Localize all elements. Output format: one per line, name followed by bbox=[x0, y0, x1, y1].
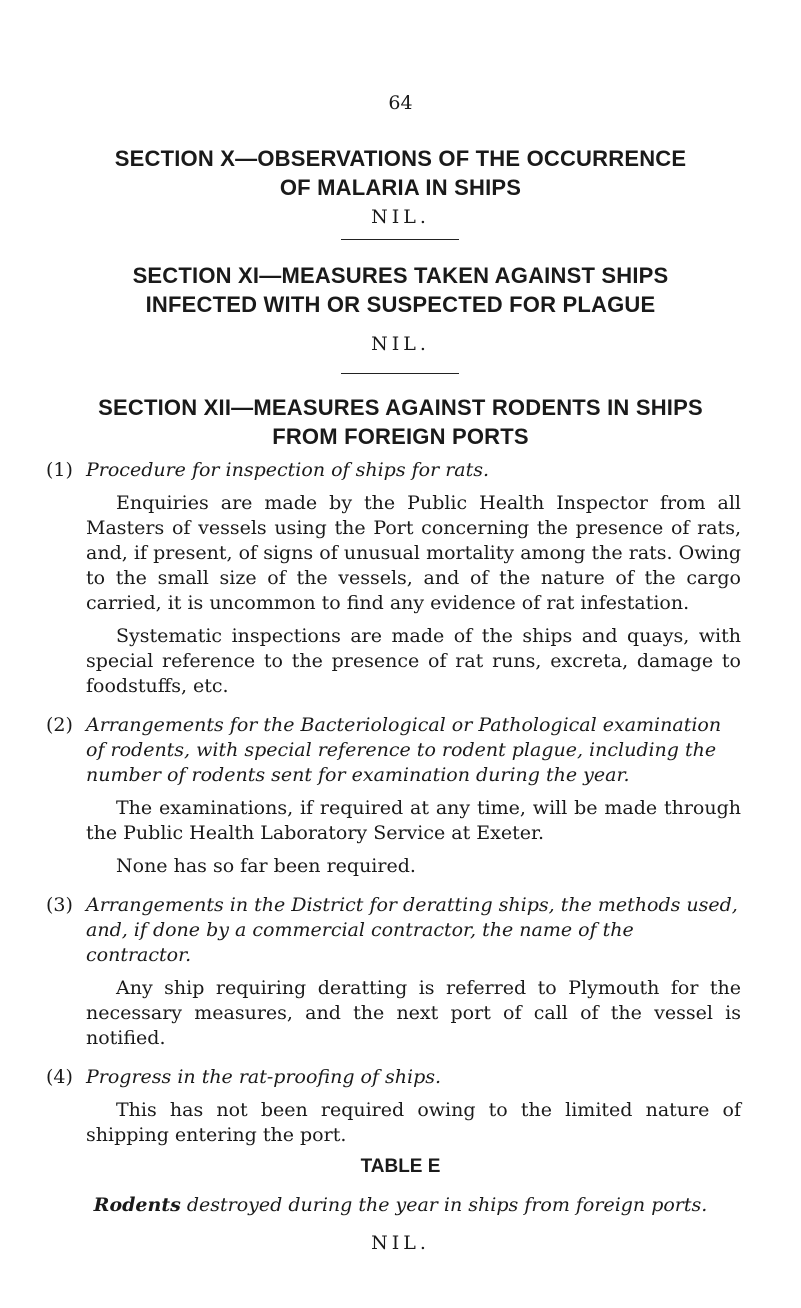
item-paragraph: This has not been required owing to the limited nature of shipping entering the port. bbox=[86, 1099, 741, 1146]
divider-rule bbox=[341, 373, 459, 374]
item-number: (4) bbox=[46, 1066, 73, 1088]
item-number: (2) bbox=[46, 714, 73, 736]
list-item bbox=[46, 713, 741, 879]
section-x-heading-line2: OF MALARIA IN SHIPS bbox=[279, 175, 522, 200]
item-title: Procedure for inspection of ships for rats. bbox=[86, 459, 490, 481]
list-item bbox=[46, 458, 741, 699]
table-e-caption bbox=[0, 1194, 801, 1216]
section-xi-heading-line2: INFECTED WITH OR SUSPECTED FOR PLAGUE bbox=[145, 292, 656, 317]
table-e-title: TABLE E bbox=[360, 1156, 441, 1177]
section-xii-items bbox=[46, 458, 741, 1148]
table-e bbox=[0, 1156, 801, 1254]
table-e-caption-first: Rodents bbox=[93, 1194, 181, 1216]
item-paragraph: The examinations, if required at any time, will be made through the Public Health Laboratory Service at Exeter. bbox=[86, 797, 741, 844]
table-e-nil: NIL. bbox=[371, 1232, 430, 1254]
list-item bbox=[46, 1065, 741, 1148]
section-xi bbox=[0, 261, 801, 355]
section-xi-nil: NIL. bbox=[371, 333, 430, 355]
section-x-nil: NIL. bbox=[371, 206, 430, 228]
item-paragraph: None has so far been required. bbox=[116, 855, 416, 877]
page-number: 64 bbox=[388, 92, 413, 114]
section-xii-heading-line2: FROM FOREIGN PORTS bbox=[272, 424, 529, 449]
divider-rule bbox=[341, 239, 459, 240]
item-paragraph: Enquiries are made by the Public Health Inspector from all Masters of vessels using the Port concerning the presence of rats, and, if present, of signs of unusual mortality among the rats. Owing to the small size of the vessels, and of the nature of the cargo carried, it is uncommon to find any evidence of rat infestation. bbox=[86, 492, 741, 614]
section-xii bbox=[0, 393, 801, 451]
section-xii-heading-line1: SECTION XII—MEASURES AGAINST RODENTS IN SHIPS bbox=[98, 395, 703, 420]
list-item bbox=[46, 893, 741, 1051]
table-e-caption-rest: destroyed during the year in ships from foreign ports. bbox=[180, 1194, 708, 1216]
section-xi-heading-line1: SECTION XI—MEASURES TAKEN AGAINST SHIPS bbox=[132, 263, 669, 288]
item-title: Arrangements for the Bacteriological or Pathological examination of rodents, with special reference to rodent plague, including the number of rodents sent for examination during the year. bbox=[86, 714, 722, 786]
item-title: Arrangements in the District for deratting ships, the methods used, and, if done by a commercial contractor, the name of the contractor. bbox=[86, 894, 738, 966]
item-paragraph: Systematic inspections are made of the ships and quays, with special reference to the presence of rat runs, excreta, damage to foodstuffs, etc. bbox=[86, 625, 741, 697]
item-number: (1) bbox=[46, 459, 73, 481]
item-title: Progress in the rat-proofing of ships. bbox=[86, 1066, 442, 1088]
item-number: (3) bbox=[46, 894, 73, 916]
section-x bbox=[0, 144, 801, 228]
section-x-heading-line1: SECTION X—OBSERVATIONS OF THE OCCURRENCE bbox=[114, 146, 687, 171]
item-paragraph: Any ship requiring deratting is referred to Plymouth for the necessary measures, and the next port of call of the vessel is notified. bbox=[86, 977, 741, 1049]
